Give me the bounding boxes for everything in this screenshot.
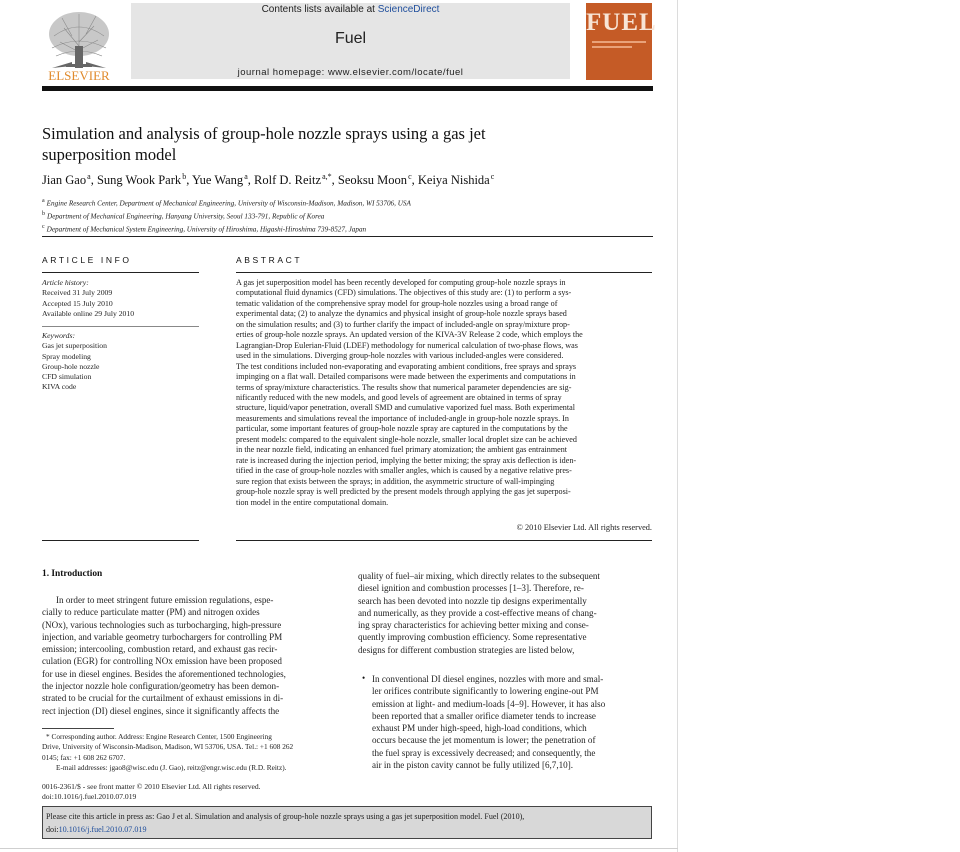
author-affiliation-mark: a [87,172,91,181]
history-online: Available online 29 July 2010 [42,308,135,318]
body-line: quently improving combustion efficiency. Some representative [358,632,587,643]
doi-line: doi:10.1016/j.fuel.2010.07.019 [42,792,137,802]
abstract-line: sure region that exists between the sprays; in addition, the asymmetric structure of wall-impinging [236,476,555,486]
body-line: the injector nozzle hole configuration/geometry has been demon- [42,681,280,692]
author-name[interactable]: Sung Wook Park [96,173,182,188]
body-line: In conventional DI diesel engines, nozzles with more and smal- [372,674,604,684]
page-bottom-edge [0,848,678,849]
history-received: Received 31 July 2009 [42,288,113,298]
body-line: exhaust PM under high-speed, high-load conditions, which [372,723,587,734]
body-line: injection, and variable geometry turbochargers for controlling PM [42,631,283,642]
author-affiliation-mark: a [244,172,248,181]
abstract-line: measurements and simulations reveal the importance of included-angle in group-hole nozzle sprays. In [236,413,569,423]
keyword: Group-hole nozzle [42,361,100,371]
body-line: ler orifices contribute significantly to lowering engine-out PM [372,686,599,697]
keyword: KIVA code [42,382,77,392]
footnote-line: Drive, University of Wisconsin-Madison, Madison, WI 53706, USA. Tel.: +1 608 262 [42,742,294,752]
footnote-line: 0145; fax: +1 608 262 6707. [42,752,126,762]
abstract-line: in the near nozzle field, indicating an enhanced fuel primary atomization; the ambient gas entrainment [236,445,568,455]
keyword: Gas jet superposition [42,341,107,351]
affiliations [42,196,662,235]
body-line: rect injection (DI) diesel engines, since it significantly affects the [42,705,280,716]
article-info-heading: ARTICLE INFO [42,255,132,265]
article-info-rule [42,272,199,273]
journal-name: Fuel [334,30,367,47]
article-info-bottom-rule [42,540,199,541]
author-affiliation-mark: c [490,172,495,181]
body-line: been reported that a smaller orifice diameter tends to increase [372,710,596,721]
author-name[interactable]: Yue Wang [191,173,244,188]
article-history [42,278,199,319]
title-line-1: Simulation and analysis of group-hole nozzle sprays using a gas jet [42,124,486,143]
affiliation: $^b$ Department of Mechanical Engineering, Hanyang University, Seoul 133-791, Republic of Korea [42,210,325,221]
intro-bullet-item [372,673,653,771]
footnote-email: E-mail addresses: jgao8@wisc.edu (J. Gao), reitz@engr.wisc.edu (R.D. Reitz). [56,762,287,772]
abstract-line: terms of spray/mixture characteristics. The results show that numerical parameter dependencies are sig- [236,382,572,392]
footnote-rule [42,728,114,729]
keyword: CFD simulation [42,372,92,382]
body-line: emission at light- and medium-loads [4–9]. However, it has also [372,698,606,709]
keywords-label: Keywords: [42,331,76,340]
body-line: diesel ignition and combustion processes [1–3]. Therefore, re- [358,583,584,594]
abstract-line: particular, some important features of group-hole nozzle spray are captured in the computations by the [236,424,568,434]
issn-line: 0016-2361/$ - see front matter © 2010 Elsevier Ltd. All rights reserved. [42,782,261,791]
body-line: air in the piston cavity cannot be fully utilized [6,7,10]. [372,760,574,771]
keyword: Spray modeling [42,351,91,361]
abstract-line: computational fluid dynamics (CFD) simulations. The objectives of this study are: (1) to perform a sys- [236,288,572,298]
abstract-heading: ABSTRACT [236,255,303,265]
body-line: occurs because the jet momentum is lower; the penetration of [372,735,596,746]
section-heading-introduction: 1. Introduction [42,569,103,579]
body-line: culation (EGR) for controlling NOx emission have been proposed [42,656,282,667]
footnote-line: * Corresponding author. Address: Engine Research Center, 1500 Engineering [46,732,272,741]
abstract-line: tion model in the entire computational domain. [236,497,389,507]
abstract-rule [236,272,652,273]
body-line: emission; intercooling, combustion retard, and exhaust gas recir- [42,644,278,655]
abstract-line: used in the simulations. Diverging group-hole nozzles with various included-angles were considered. [236,351,564,361]
body-line: In order to meet stringent future emission regulations, espe- [56,595,274,605]
sciencedirect-link[interactable]: ScienceDirect [377,4,440,15]
body-line: cially to reduce particulate matter (PM) and nitrogen oxides [42,607,260,618]
contents-line [131,4,570,15]
citation-doi-line: doi:10.1016/j.fuel.2010.07.019 [46,824,147,834]
abstract-line: impinging on a flat wall. Detailed comparisons were made between the experiments and computations in [236,372,576,382]
abstract-line: nificantly reduced with the new models, and good levels of agreement are obtained in terms of spray [236,392,562,402]
masthead-rule [42,86,653,91]
history-label: Article history: [42,278,89,287]
author-name[interactable]: Jian Gao [42,173,87,188]
abstract-line: on the simulation results; and (3) to further clarify the impact of included-angle on spray/mixture prop- [236,319,570,329]
keywords-rule [42,326,199,327]
author-name[interactable]: Seoksu Moon [337,173,408,188]
abstract-body [236,278,652,508]
author-affiliation-mark: b [182,172,187,181]
affiliation: $^c$ Department of Mechanical System Engineering, University of Hiroshima, Higashi-Hiroshima 739-8527, Japan [42,223,367,234]
cover-title: FUEL [586,9,657,36]
journal-homepage-link[interactable]: journal homepage: www.elsevier.com/locate/fuel [237,67,464,78]
abstract-line: Lagrangian-Drop Eulerian-Fluid (LDEF) methodology for numerical calculation of two-phase flows, was [236,340,578,350]
body-line: the fuel spray is excessively decreased; and consequently, the [372,747,596,758]
corresponding-author-footnote [42,732,337,773]
body-line: search has been devoted into nozzle tip designs experimentally [358,595,587,606]
abstract-copyright: © 2010 Elsevier Ltd. All rights reserved. [516,523,652,532]
issn-block [42,782,442,803]
body-line: for use in diesel engines. Besides the aforementioned technologies, [42,668,286,679]
author-name[interactable]: Keiya Nishida [417,173,490,188]
author-list: Jian Gao $^a$, Sung Wook Park $^b$, Yue Wang $^a$, Rolf D. Reitz $^{a,*}$, Seoksu Moon $^c$, Keiya Nishida $^c$ [42,172,495,188]
tree-icon [42,6,116,82]
intro-left-column [42,594,337,717]
abstract-line: A gas jet superposition model has been recently developed for computing group-hole nozzle sprays in [236,278,566,287]
bullet-icon: • [362,673,366,683]
citation-doi-link[interactable]: 10.1016/j.fuel.2010.07.019 [58,824,147,834]
abstract-line: structure, liquid/vapor penetration, overall SMD and cumulative vaporized fuel mass. Both experimental [236,403,575,413]
body-line: strated to be crucial for the curtailment of exhaust emissions in di- [42,693,284,704]
intro-right-column [358,570,653,656]
abstract-line: rate is increased during the injection period, implying the better mixing; the spray axis deflection is iden- [236,455,577,465]
abstract-line: The test conditions included non-evaporating and evaporating ambient conditions, free sprays and sprays [236,361,577,371]
abstract-bottom-rule [236,540,652,541]
abstract-line: tematic validation of the comprehensive spray model for group-hole nozzles using a broad range of [236,298,558,308]
body-line: quality of fuel–air mixing, which directly relates to the subsequent [358,571,600,581]
body-line: (NOx), various technologies such as turbocharging, high-pressure [42,619,282,630]
contents-prefix: Contents lists available at [261,4,378,15]
page-edge [677,0,678,852]
author-affiliation-mark: c [408,172,412,181]
abstract-line: tified in the case of group-hole nozzles with smaller angles, which is caused by a negative relative pres- [236,466,572,476]
body-line: designs for different combustion strategies are listed below, [358,644,575,655]
abstract-line: group-hole nozzle spray is well predicted by the present models through applying the gas jet superposi- [236,487,571,497]
abstract-line: erties of group-hole nozzle sprays. An updated version of the KIVA-3V Release 2 code, which employs the [236,330,583,340]
abstract-line: present models: compared to the equivalent single-hole nozzle, smaller local droplet size can be achieved [236,434,577,444]
title-line-2: superposition model [42,145,177,164]
header-divider [42,236,653,237]
elsevier-logo [42,6,116,82]
author-affiliation-mark: a,* [322,172,332,181]
affiliation: $^a$ Engine Research Center, Department of Mechanical Engineering, University of Wisconsin-Madison, Madison, WI 53706, USA [42,198,411,208]
citation-text [46,811,650,836]
keywords [42,331,199,393]
publisher-wordmark: ELSEVIER [48,68,110,82]
abstract-line: experimental data; (2) to analyze the dynamics and physical insight of group-hole nozzle sprays based [236,309,567,319]
author-name[interactable]: Rolf D. Reitz [254,173,322,188]
citation-line: Please cite this article in press as: Gao J et al. Simulation and analysis of group-hole nozzle sprays using a gas jet superposition model. Fuel (2010), [46,812,525,821]
paper-title [42,123,602,165]
body-line: ing spray characteristics for achieving better mixing and conse- [358,620,589,631]
body-line: and numerically, as they provide a cost-effective means of chang- [358,607,597,618]
history-accepted: Accepted 15 July 2010 [42,298,113,308]
